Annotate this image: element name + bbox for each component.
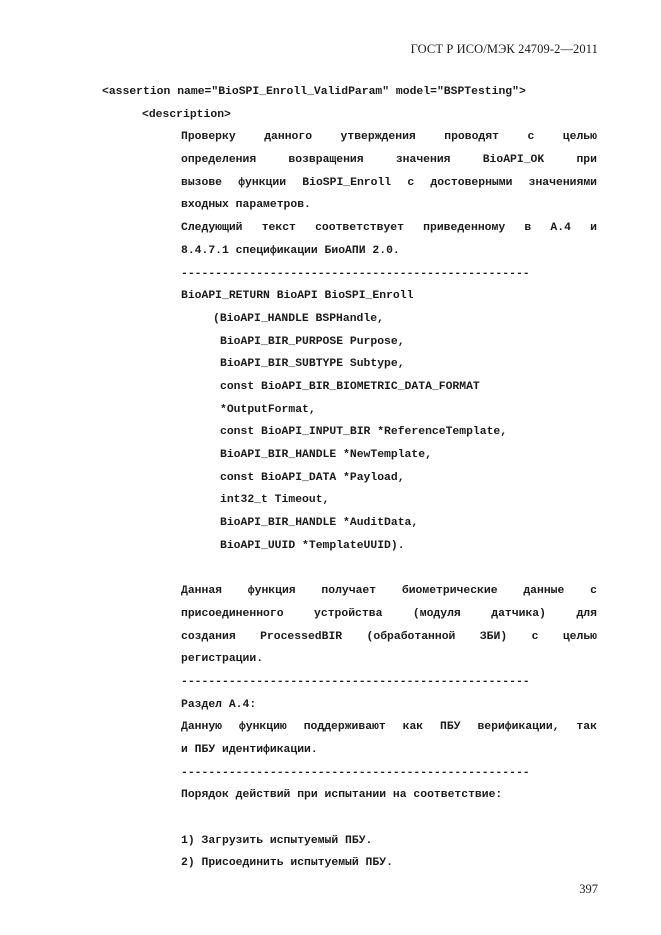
function-desc-line [0,603,661,626]
section-text-line: и ПБУ идентификации. [181,743,318,756]
word: функции [238,176,287,189]
word: и [590,222,597,235]
word: достоверными [430,176,513,189]
intro-line: входных параметров. [181,199,311,212]
param-line: int32_t Timeout, [220,494,330,507]
word: Данную [181,721,223,734]
blank-line [0,557,661,580]
separator-line: --------------------------------------------------- [181,267,530,280]
word: устройства [314,607,383,620]
word: Данная [181,585,223,598]
procedure-title: Порядок действий при испытании на соответствие: [181,789,503,802]
word: приведенному [423,222,506,235]
word: при [576,154,597,167]
word: в [524,222,532,235]
word: функция [247,585,296,598]
word: значения [395,154,451,167]
intro-line [0,217,661,240]
word: (обработанной [366,630,456,643]
word: с [527,131,535,144]
code-listing [0,81,661,875]
word: соответствует [315,222,404,235]
word: BioAPI_OK [482,154,545,167]
param-line: BioAPI_UUID *TemplateUUID). [220,539,405,552]
section-text-line [0,716,661,739]
word: ProcessedBIR [260,630,343,643]
word: целью [562,131,597,144]
blank-line [0,807,661,830]
page-header: ГОСТ Р ИСО/МЭК 24709-2—2011 [410,42,598,56]
word: ПБУ [440,721,461,734]
word: (модуля [412,607,461,620]
procedure-step: 1) Загрузить испытуемый ПБУ. [181,834,373,847]
intro-line [0,126,661,149]
intro-line [0,172,661,195]
page-number: 397 [579,882,598,896]
param-line: BioAPI_BIR_HANDLE *NewTemplate, [220,449,432,461]
word: с [590,585,597,598]
word: датчика) [491,607,546,620]
word: с [531,630,539,643]
word: Следующий [181,222,243,235]
param-line: BioAPI_BIR_PURPOSE Purpose, [220,335,405,348]
word: как [402,721,424,734]
word: данные [523,585,565,598]
word: Проверку [181,131,236,144]
word: биометрические [401,585,498,598]
word: возвращения [288,154,364,167]
param-line: const BioAPI_DATA *Payload, [220,471,405,484]
word: определения [181,154,257,167]
word: для [576,607,597,620]
word: текст [261,222,296,235]
word: вызове [181,176,223,189]
word: А.4 [550,222,571,235]
word: получает [321,585,377,598]
param-line: (BioAPI_HANDLE BSPHandle, [213,312,384,325]
param-line: const BioAPI_BIR_BIOMETRIC_DATA_FORMAT [220,380,480,393]
section-label: Раздел А.4: [181,698,257,711]
word: ЗБИ) [479,630,508,643]
word: проводят [444,131,499,144]
word: функцию [238,721,287,734]
procedure-step: 2) Присоединить испытуемый ПБУ. [181,857,393,870]
word: верификации, [477,721,560,734]
param-line: *OutputFormat, [220,403,316,416]
word: BioSPI_Enroll [302,176,392,189]
function-signature: BioAPI_RETURN BioAPI BioSPI_Enroll [181,290,414,303]
intro-line [0,149,661,172]
description-open-tag: <description> [142,108,231,121]
word: присоединенного [181,607,284,620]
word: с [407,176,415,189]
word: значениями [528,176,597,189]
function-desc-line [0,580,661,603]
word: утверждения [340,131,416,144]
intro-line: 8.4.7.1 спецификации БиоАПИ 2.0. [181,244,400,257]
word: так [576,721,597,734]
separator-line: --------------------------------------------------- [181,766,530,779]
param-line: BioAPI_BIR_HANDLE *AuditData, [220,517,419,530]
word: создания [181,630,236,643]
param-line: BioAPI_BIR_SUBTYPE Subtype, [220,358,405,371]
function-desc-line: регистрации. [181,653,264,666]
function-desc-line [0,626,661,649]
separator-line: --------------------------------------------------- [181,675,530,688]
assertion-open-tag: <assertion name="BioSPI_Enroll_ValidParam" model="BSPTesting"> [102,86,526,98]
param-line: const BioAPI_INPUT_BIR *ReferenceTemplate, [220,426,508,439]
word: целью [562,630,597,643]
word: поддерживают [303,721,386,734]
word: данного [264,131,313,144]
